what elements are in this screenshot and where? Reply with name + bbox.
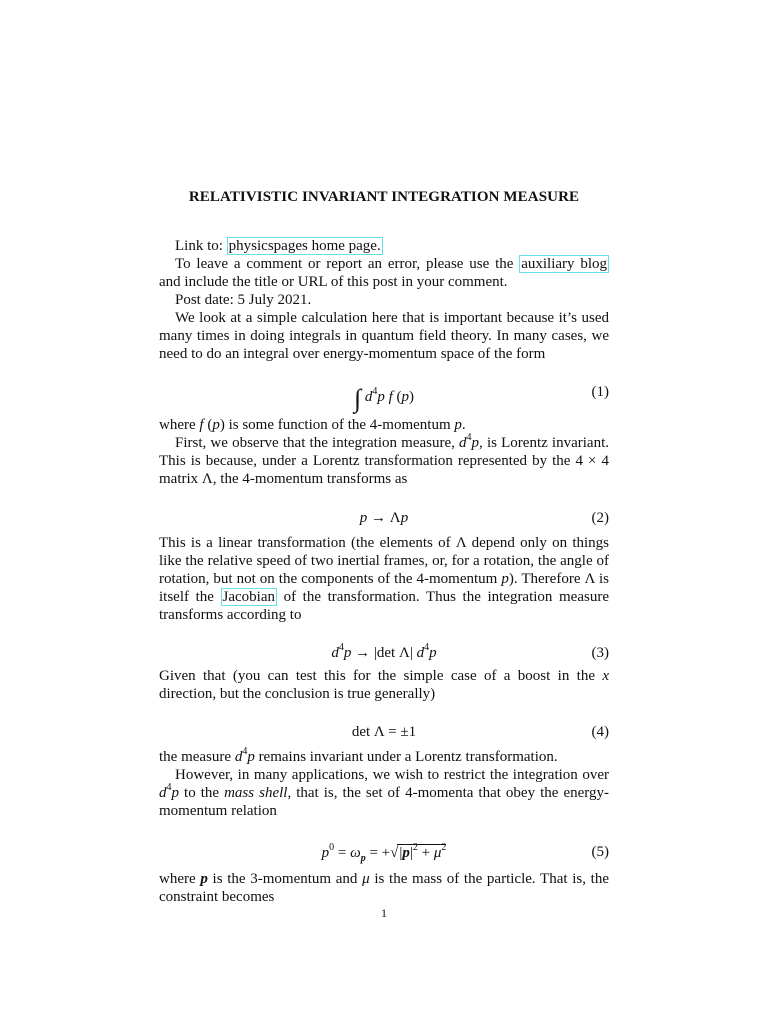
equation-number: (4) (591, 724, 609, 740)
however-paragraph: However, in many applications, we wish to restrict the integration over $d^4p$ to the mass shell, that is, the set of 4-momenta that obey the energy-momentum relation (159, 767, 610, 819)
post-date: Post date: 5 July 2021. (175, 292, 312, 308)
measure-paragraph: the measure $d^4p$ remains invariant under a Lorentz transformation. (159, 746, 558, 765)
where-paragraph: where f (p) is some function of the 4-momentum p. (159, 417, 466, 433)
jacobian-link[interactable]: Jacobian (222, 589, 275, 605)
intro-paragraph: We look at a simple calculation here that is important because it’s used many times in doing integrals in quantum field theory. In many cases, we need to do an integral over energy-momentum space of the form (159, 310, 609, 362)
equation-number: (5) (591, 844, 609, 860)
page-number: 1 (381, 906, 387, 920)
equation-5: $p^0 = \omega_p = +√|p|^2 + \mu^2$ (5) (321, 842, 609, 864)
linear-paragraph: This is a linear transformation (the elements of Λ depend only on things like the relative speed of two inertial frames, or, for a rotation, the angle of rotation, but not on the components of the 4-momentum p). Therefore Λ is itself the Jacobian of the transformation. Thus the integration measure transforms according to (159, 535, 609, 623)
equation-number: (1) (591, 384, 609, 400)
equation-2: p → Λp (2) (359, 510, 609, 526)
equation-4: det Λ = ±1 (4) (351, 724, 609, 740)
equation-number: (3) (591, 645, 609, 661)
equation-1: ∫ $d^4p$ f (p) (1) (353, 384, 609, 413)
where-p-paragraph: where p is the 3-momentum and μ is the mass of the particle. That is, the constraint becomes (159, 871, 610, 905)
first-paragraph: First, we observe that the integration measure, $d^4p$, is Lorentz invariant. This is because, under a Lorentz transformation represented by the 4 × 4 matrix Λ, the 4-momentum transforms as (159, 432, 609, 487)
equation-number: (2) (591, 510, 609, 526)
given-paragraph: Given that (you can test this for the simple case of a boost in the x direction, but the conclusion is true generally) (159, 668, 609, 702)
comment-paragraph: To leave a comment or report an error, please use the auxiliary blog and include the title or URL of this post in your comment. (159, 256, 607, 290)
auxiliary-blog-link[interactable]: auxiliary blog (521, 256, 607, 272)
home-page-link[interactable]: physicspages home page. (228, 238, 381, 254)
link-line: Link to: physicspages home page. (175, 238, 381, 254)
equation-3: $d^4p \to |\det$ Λ| $d^4p$ (3) (331, 642, 609, 661)
page-title: RELATIVISTIC INVARIANT INTEGRATION MEASURE (188, 189, 580, 205)
